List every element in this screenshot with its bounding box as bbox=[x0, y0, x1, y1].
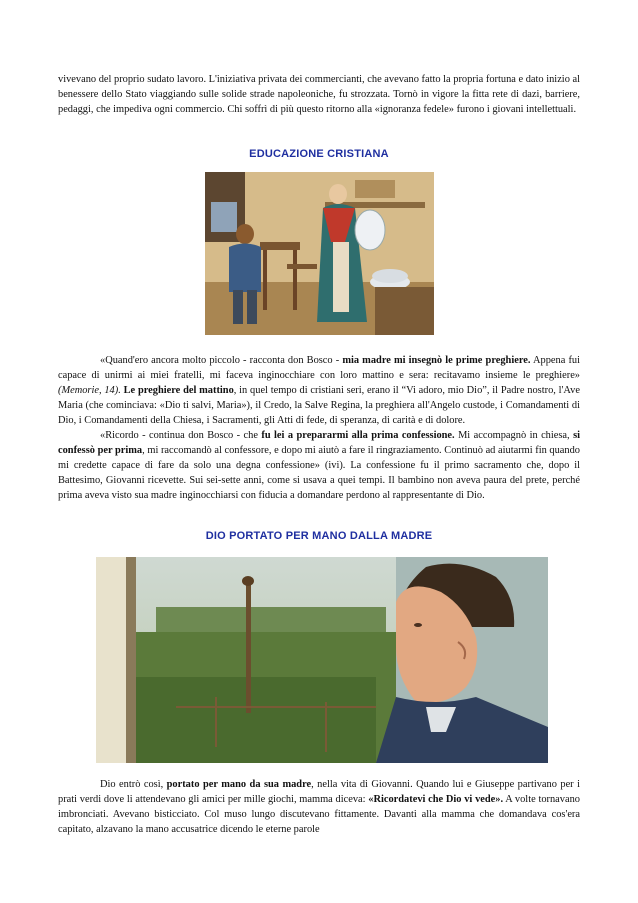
emphasis: «Ricordatevi che Dio vi vede». bbox=[368, 794, 504, 805]
dio-portato-paragraph bbox=[58, 777, 580, 837]
emphasis: portato per mano da sua madre bbox=[166, 779, 312, 790]
intro-text: vivevano del proprio sudato lavoro. L'iniziativa privata dei commercianti, che avevano fatto la propria fortuna e dato inizio al benessere dello Stato viaggiando sulle solide strade napoleoniche, fu strozzata. Tornò in vigore la fitta rete di dazi, barriere, pedaggi, che impediva ogni commercio. Chi soffrì di più questo ritorno alla «ignoranza fedele» furono i giovani intellettuali. bbox=[58, 74, 580, 115]
citation: (Memorie, 14). bbox=[58, 385, 121, 396]
text-run: Dio entrò così, bbox=[100, 779, 167, 790]
boy-landscape-drawing bbox=[96, 557, 548, 763]
educazione-paragraph-2 bbox=[58, 428, 580, 503]
educazione-paragraph-1 bbox=[58, 353, 580, 428]
intro-paragraph bbox=[58, 72, 580, 117]
emphasis: Le preghiere del mattino bbox=[123, 385, 234, 396]
text-run: , nella vita di Giovanni. Quando lui e Giuseppe partivano per i prati verdi dove li attendevano gli amici per mille giochi, mamma diceva: bbox=[58, 779, 580, 805]
text-run: A volte tornavano imbronciati. Avevano bisticciato. Col muso lungo discutevano fittamente. Davanti alla mamma che domandava cos'era capitato, alzavano la mano accusatrice dicendo le eterne parole bbox=[58, 794, 580, 835]
text-run: «Ricordo - continua don Bosco - che bbox=[100, 430, 262, 441]
section-title-educazione: EDUCAZIONE CRISTIANA bbox=[249, 148, 389, 160]
text-run: , in quel tempo di cristiani seri, erano il “Vi adoro, mio Dio”, il Padre nostro, l'Ave Maria (che cominciava: «Dio ti salvi, Maria»), il Credo, la Salve Regina, la preghiera all'Angelo custode, i Comandamenti di Dio, i Comandamenti della Chiesa, i Sacramenti, gli Atti di fede, di speranza, di carità e di dolore. bbox=[58, 385, 580, 426]
emphasis: mia madre mi insegnò le prime preghiere. bbox=[342, 355, 531, 366]
text-run: Mi accompagnò in chiesa, bbox=[454, 430, 574, 441]
text-run: Appena fui capace di unirmi ai miei fratelli, mi faceva inginocchiare con loro mattino e sera: recitavamo insieme le preghiere» bbox=[58, 355, 580, 381]
text-run: «Quand'ero ancora molto piccolo - racconta don Bosco - bbox=[100, 355, 343, 366]
section-title-dio-portato: DIO PORTATO PER MANO DALLA MADRE bbox=[205, 530, 433, 542]
text-run: , mi raccomandò al confessore, e dopo mi aiutò a fare il ringraziamento. Continuò ad aiutarmi fin quando mi credette capace di fare da solo una degna confessione» (ivi). La confessione fu il primo sacramento che, dopo il Battesimo, Giovanni ricevette. Sui sei-sette anni, come si usava a quei tempi. Il bambino non aveva paura del prete, perché prima aveva visto sua madre inginocchiarsi con fiducia a domandare perdono al rappresentante di Dio. bbox=[58, 445, 580, 501]
mother-child-drawing bbox=[205, 172, 434, 335]
emphasis: fu lei a prepararmi alla prima confessione. bbox=[261, 430, 455, 441]
illustration-mother-and-child bbox=[205, 172, 434, 335]
illustration-boy-looking-up bbox=[96, 557, 548, 763]
emphasis: si confessò per prima bbox=[58, 430, 581, 456]
